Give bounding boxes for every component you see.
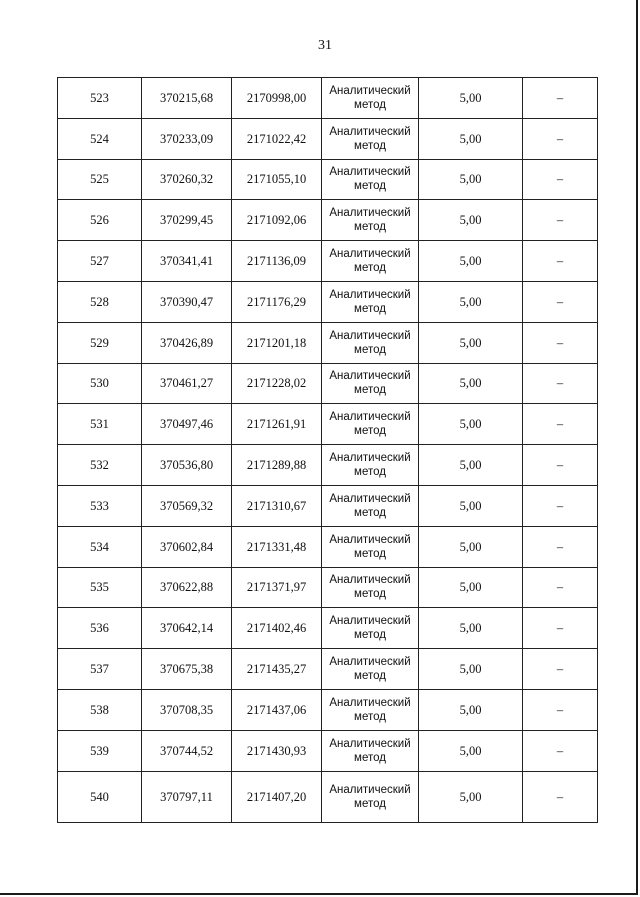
accuracy: 5,00	[419, 649, 523, 690]
method-line1: Аналитический	[329, 411, 411, 424]
method-line2: метод	[354, 710, 386, 723]
note: –	[523, 445, 598, 486]
coord-y: 2171402,46	[232, 608, 322, 649]
coord-x: 370299,45	[142, 200, 232, 241]
coord-y: 2171261,91	[232, 404, 322, 445]
coord-x: 370797,11	[142, 771, 232, 822]
table-row	[58, 608, 598, 649]
accuracy: 5,00	[419, 445, 523, 486]
table-row	[58, 689, 598, 730]
table-row	[58, 200, 598, 241]
method-line1: Аналитический	[329, 207, 411, 220]
accuracy: 5,00	[419, 689, 523, 730]
page-number: 31	[318, 38, 332, 53]
accuracy: 5,00	[419, 200, 523, 241]
method-line2: метод	[354, 262, 386, 275]
coord-y: 2171437,06	[232, 689, 322, 730]
method-line2: метод	[354, 180, 386, 193]
method-cell	[322, 159, 419, 200]
method-line1: Аналитический	[329, 84, 411, 97]
method-line1: Аналитический	[329, 125, 411, 138]
method-line2: метод	[354, 221, 386, 234]
note: –	[523, 78, 598, 119]
coord-y: 2171201,18	[232, 322, 322, 363]
coord-y: 2171136,09	[232, 241, 322, 282]
note: –	[523, 485, 598, 526]
method-line1: Аналитический	[329, 452, 411, 465]
method-line2: метод	[354, 629, 386, 642]
coordinates-table	[57, 77, 598, 823]
method-cell	[322, 281, 419, 322]
table-row	[58, 322, 598, 363]
method-cell	[322, 200, 419, 241]
point-number: 533	[58, 485, 142, 526]
method-line1: Аналитический	[329, 615, 411, 628]
method-line1: Аналитический	[329, 492, 411, 505]
accuracy: 5,00	[419, 485, 523, 526]
method-cell	[322, 363, 419, 404]
point-number: 538	[58, 689, 142, 730]
coord-y: 2171407,20	[232, 771, 322, 822]
coord-y: 2171055,10	[232, 159, 322, 200]
note: –	[523, 281, 598, 322]
method-line2: метод	[354, 343, 386, 356]
note: –	[523, 567, 598, 608]
coord-x: 370426,89	[142, 322, 232, 363]
method-line1: Аналитический	[329, 533, 411, 546]
point-number: 537	[58, 649, 142, 690]
coord-x: 370536,80	[142, 445, 232, 486]
table-row	[58, 363, 598, 404]
method-cell	[322, 608, 419, 649]
method-cell	[322, 241, 419, 282]
method-cell	[322, 526, 419, 567]
coord-x: 370708,35	[142, 689, 232, 730]
note: –	[523, 689, 598, 730]
method-line2: метод	[354, 670, 386, 683]
point-number: 536	[58, 608, 142, 649]
method-line2: метод	[354, 588, 386, 601]
note: –	[523, 118, 598, 159]
method-cell	[322, 78, 419, 119]
method-cell	[322, 322, 419, 363]
coord-y: 2171435,27	[232, 649, 322, 690]
point-number: 526	[58, 200, 142, 241]
method-line2: метод	[354, 506, 386, 519]
coord-x: 370497,46	[142, 404, 232, 445]
table-row	[58, 78, 598, 119]
note: –	[523, 771, 598, 822]
coord-x: 370341,41	[142, 241, 232, 282]
method-cell	[322, 485, 419, 526]
table-row	[58, 567, 598, 608]
note: –	[523, 363, 598, 404]
accuracy: 5,00	[419, 567, 523, 608]
method-line2: метод	[354, 98, 386, 111]
coord-x: 370569,32	[142, 485, 232, 526]
coord-x: 370675,38	[142, 649, 232, 690]
coord-x: 370602,84	[142, 526, 232, 567]
point-number: 539	[58, 730, 142, 771]
point-number: 531	[58, 404, 142, 445]
note: –	[523, 159, 598, 200]
table-row	[58, 445, 598, 486]
method-cell	[322, 730, 419, 771]
point-number: 535	[58, 567, 142, 608]
method-line1: Аналитический	[329, 370, 411, 383]
accuracy: 5,00	[419, 771, 523, 822]
accuracy: 5,00	[419, 241, 523, 282]
note: –	[523, 649, 598, 690]
method-line1: Аналитический	[329, 166, 411, 179]
point-number: 525	[58, 159, 142, 200]
coord-y: 2171022,42	[232, 118, 322, 159]
method-line1: Аналитический	[329, 248, 411, 261]
note: –	[523, 730, 598, 771]
method-line1: Аналитический	[329, 288, 411, 301]
coord-y: 2171176,29	[232, 281, 322, 322]
table-row	[58, 118, 598, 159]
note: –	[523, 404, 598, 445]
accuracy: 5,00	[419, 404, 523, 445]
coord-y: 2171430,93	[232, 730, 322, 771]
method-line1: Аналитический	[329, 329, 411, 342]
method-line1: Аналитический	[329, 737, 411, 750]
accuracy: 5,00	[419, 281, 523, 322]
method-cell	[322, 567, 419, 608]
method-cell	[322, 445, 419, 486]
note: –	[523, 322, 598, 363]
accuracy: 5,00	[419, 159, 523, 200]
point-number: 528	[58, 281, 142, 322]
accuracy: 5,00	[419, 118, 523, 159]
method-line2: метод	[354, 751, 386, 764]
coord-x: 370390,47	[142, 281, 232, 322]
coord-y: 2171371,97	[232, 567, 322, 608]
table-row	[58, 281, 598, 322]
table-row	[58, 771, 598, 822]
table-row	[58, 730, 598, 771]
coord-x: 370744,52	[142, 730, 232, 771]
coord-y: 2170998,00	[232, 78, 322, 119]
table-row	[58, 159, 598, 200]
coord-y: 2171331,48	[232, 526, 322, 567]
coord-x: 370642,14	[142, 608, 232, 649]
note: –	[523, 526, 598, 567]
coord-x: 370233,09	[142, 118, 232, 159]
method-line1: Аналитический	[329, 696, 411, 709]
table-row	[58, 485, 598, 526]
coord-x: 370622,88	[142, 567, 232, 608]
accuracy: 5,00	[419, 363, 523, 404]
method-cell	[322, 118, 419, 159]
coordinates-table-body	[58, 78, 598, 823]
coord-x: 370461,27	[142, 363, 232, 404]
accuracy: 5,00	[419, 526, 523, 567]
method-line2: метод	[354, 384, 386, 397]
method-line2: метод	[354, 547, 386, 560]
note: –	[523, 241, 598, 282]
table-row	[58, 526, 598, 567]
coord-y: 2171228,02	[232, 363, 322, 404]
method-line2: метод	[354, 797, 386, 810]
coord-y: 2171310,67	[232, 485, 322, 526]
table-row	[58, 649, 598, 690]
point-number: 524	[58, 118, 142, 159]
method-cell	[322, 649, 419, 690]
method-line1: Аналитический	[329, 656, 411, 669]
method-line2: метод	[354, 302, 386, 315]
accuracy: 5,00	[419, 608, 523, 649]
method-line2: метод	[354, 466, 386, 479]
note: –	[523, 200, 598, 241]
accuracy: 5,00	[419, 322, 523, 363]
accuracy: 5,00	[419, 78, 523, 119]
point-number: 529	[58, 322, 142, 363]
point-number: 540	[58, 771, 142, 822]
method-cell	[322, 689, 419, 730]
table-row	[58, 404, 598, 445]
method-cell	[322, 404, 419, 445]
note: –	[523, 608, 598, 649]
method-line1: Аналитический	[329, 783, 411, 796]
point-number: 523	[58, 78, 142, 119]
method-cell	[322, 771, 419, 822]
coord-y: 2171092,06	[232, 200, 322, 241]
point-number: 532	[58, 445, 142, 486]
accuracy: 5,00	[419, 730, 523, 771]
point-number: 534	[58, 526, 142, 567]
method-line1: Аналитический	[329, 574, 411, 587]
method-line2: метод	[354, 425, 386, 438]
coord-x: 370215,68	[142, 78, 232, 119]
coord-y: 2171289,88	[232, 445, 322, 486]
method-line2: метод	[354, 139, 386, 152]
point-number: 527	[58, 241, 142, 282]
coord-x: 370260,32	[142, 159, 232, 200]
table-row	[58, 241, 598, 282]
point-number: 530	[58, 363, 142, 404]
